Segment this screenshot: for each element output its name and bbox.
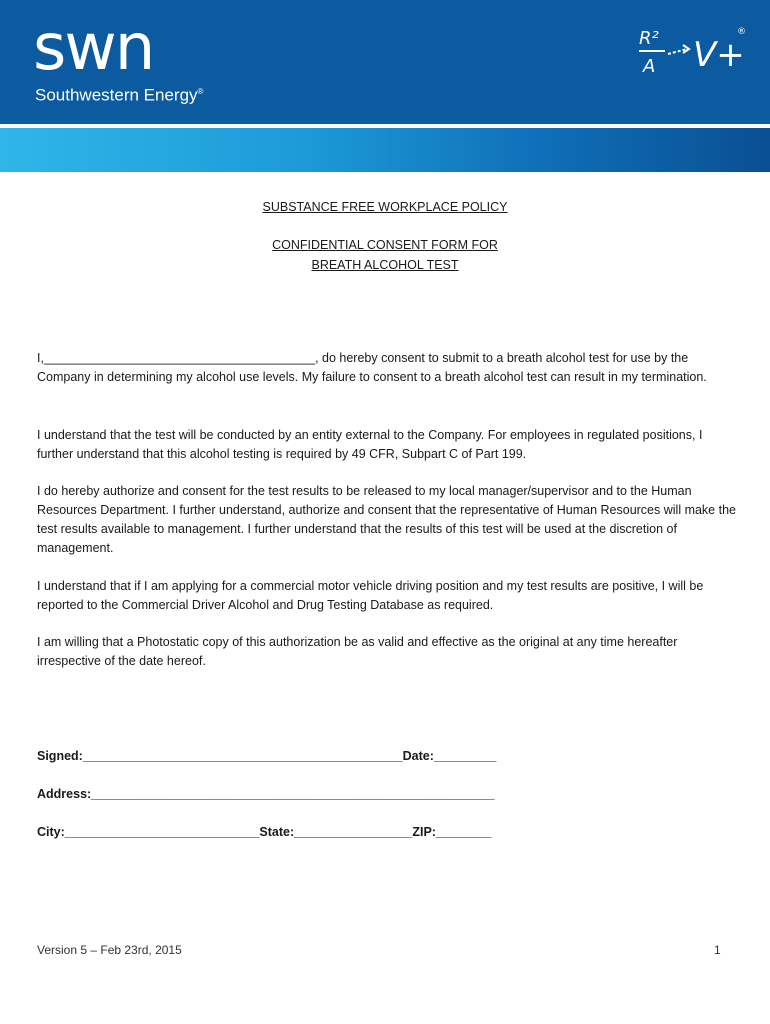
- form-title-line2: BREATH ALCOHOL TEST: [311, 258, 459, 272]
- address-field[interactable]: Address:__________________________________________________________: [37, 787, 495, 801]
- formula-denominator: A: [643, 56, 656, 77]
- authorization-paragraph: I do hereby authorize and consent for the test results to be released to my local manager/supervisor and to the Human Resources Department. I further understand, authorize and consent that the representative of Human Resources will make the test results available to management. I further understand that the results of this test will be used at the discretion of management.: [37, 484, 736, 555]
- company-name-text: Southwestern Energy: [35, 85, 198, 105]
- policy-title: SUBSTANCE FREE WORKPLACE POLICY: [262, 200, 508, 214]
- signed-date-field[interactable]: Signed:______________________________________________Date:_________: [37, 749, 497, 763]
- swn-logo: swn: [33, 11, 154, 85]
- company-name: [35, 82, 203, 106]
- consent-paragraph: I,_______________________________________, do hereby consent to submit to a breath alcohol test for use by the Company in determining my alcohol use levels. My failure to consent to a breath alcohol test can result in my termination.: [37, 351, 707, 384]
- form-title-line1: CONFIDENTIAL CONSENT FORM FOR: [272, 238, 498, 252]
- formula-numerator: R²: [639, 28, 659, 49]
- external-entity-paragraph: I understand that the test will be conducted by an entity external to the Company. For employees in regulated positions, I further understand that this alcohol testing is required by 49 CFR, Subpart C of Part 199.: [37, 428, 703, 461]
- version-footer: Version 5 – Feb 23rd, 2015: [37, 943, 182, 957]
- photostatic-paragraph: I am willing that a Photostatic copy of this authorization be as valid and effective as the original at any time hereafter irrespective of the date hereof.: [37, 635, 678, 668]
- city-state-zip-field[interactable]: City:____________________________State:_________________ZIP:________: [37, 825, 492, 839]
- formula-logo-icon: [637, 24, 747, 80]
- registered-mark: ®: [197, 87, 204, 96]
- formula-registered-mark: ®: [737, 27, 746, 37]
- page-number: 1: [714, 943, 721, 957]
- formula-result: V+: [693, 35, 745, 75]
- header-gradient-band: [0, 128, 770, 172]
- commercial-driver-paragraph: I understand that if I am applying for a commercial motor vehicle driving position and my test results are positive, I will be reported to the Commercial Driver Alcohol and Drug Testing Database as required.: [37, 579, 704, 612]
- header-banner: [0, 0, 770, 124]
